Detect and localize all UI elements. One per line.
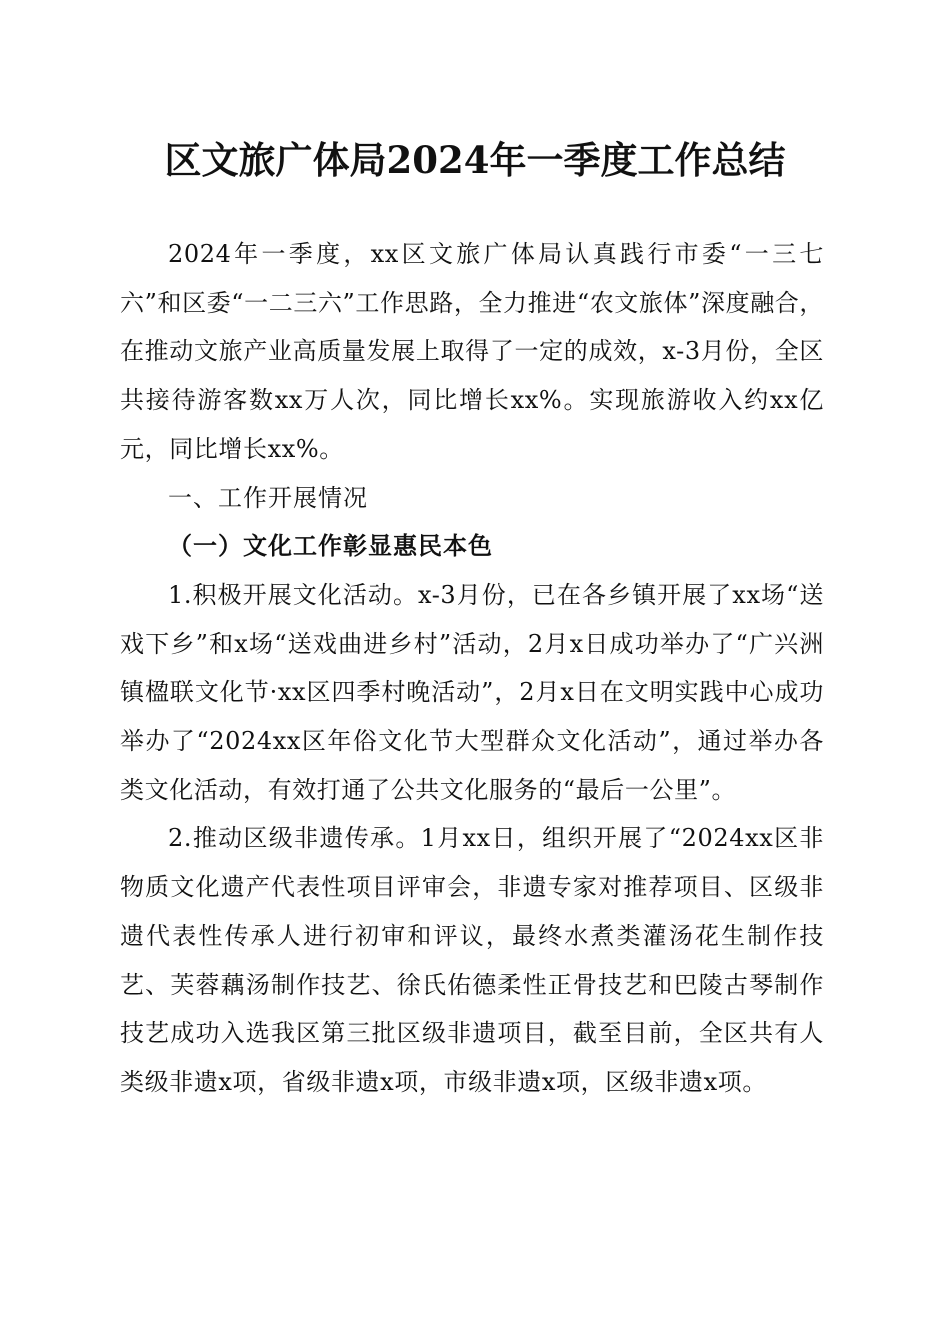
document-body (120, 230, 824, 1107)
document-title: 区文旅广体局2024年一季度工作总结 (164, 138, 786, 182)
section-heading-work-status: 一、工作开展情况 (168, 483, 368, 512)
subsection-heading-culture: （一）文化工作彰显惠民本色 (168, 532, 493, 561)
paragraph-cultural-activities: 1.积极开展文化活动。x-3月份，已在各乡镇开展了xx场“送戏下乡”和x场“送戏曲进乡村”活动，2月x日成功举办了“广兴洲镇楹联文化节·xx区四季村晚活动”，2月x日在文明实践中心成功举办了“2024xx区年俗文化节大型群众文化活动”，通过举办各类文化活动，有效打通了公共文化服务的“最后一公里”。 (120, 580, 824, 804)
intro-paragraph: 2024年一季度，xx区文旅广体局认真践行市委“一三七六”和区委“一二三六”工作思路，全力推进“农文旅体”深度融合，在推动文旅产业高质量发展上取得了一定的成效，x-3月份，全区共接待游客数xx万人次，同比增长xx%。实现旅游收入约xx亿元，同比增长xx%。 (120, 240, 824, 463)
paragraph-intangible-heritage: 2.推动区级非遗传承。1月xx日，组织开展了“2024xx区非物质文化遗产代表性项目评审会，非遗专家对推荐项目、区级非遗代表性传承人进行初审和评议，最终水煮类灌汤花生制作技艺、芙蓉藕汤制作技艺、徐氏佑德柔性正骨技艺和巴陵古琴制作技艺成功入选我区第三批区级非遗项目，截至目前，全区共有人类级非遗x项，省级非遗x项，市级非遗x项，区级非遗x项。 (120, 824, 824, 1096)
